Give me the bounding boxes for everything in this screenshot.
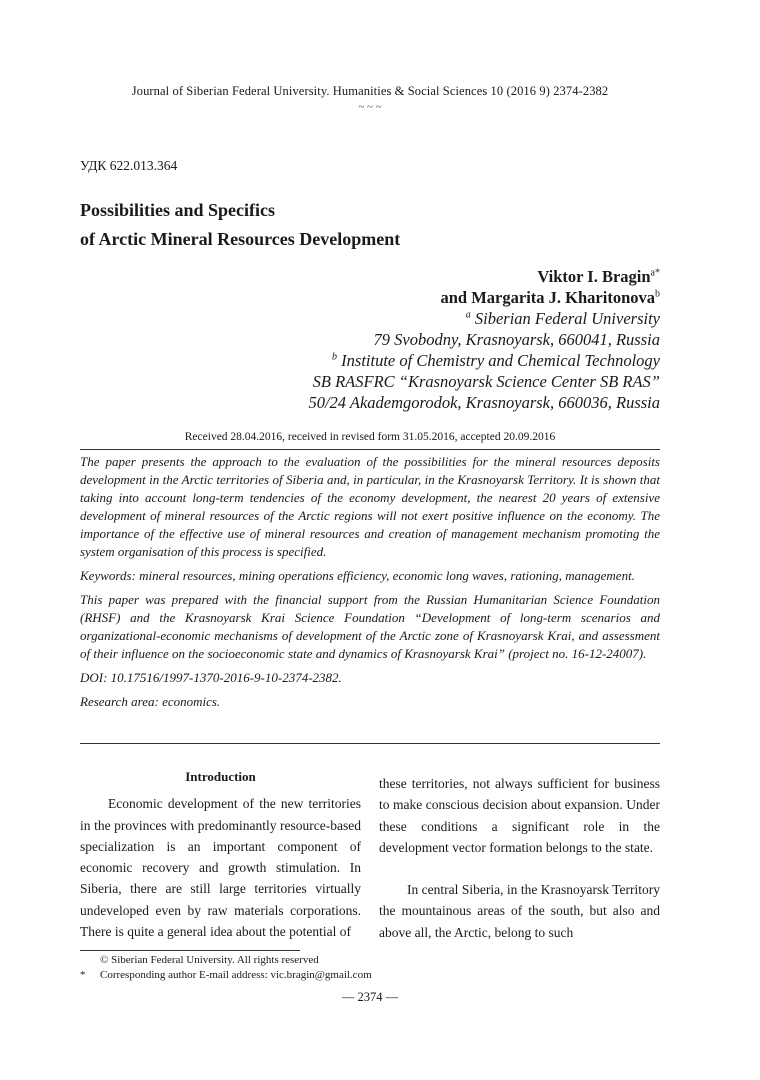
affiliation-a-line-1: $^a$ Siberian Federal University [465, 309, 660, 328]
abstract-block [80, 453, 660, 717]
paper-title [80, 196, 660, 254]
title-line-1: Possibilities and Specifics [80, 200, 276, 220]
author-1-name: Viktor I. Bragin [537, 267, 651, 286]
abstract-summary: The paper presents the approach to the evaluation of the possibilities for the mineral resources deposits development in the Arctic territories of Siberia and, in particular, in the Krasnoyarsk Territory. It is shown that taking into account long-term tendencies of the economy development, the nearest 20 years of extensive development of mineral resources of the Arctic regions will not exert positive influence on the economy. The importance of the effective use of mineral resources and creation of management mechanism promoting the system organisation of this process is specified. [80, 454, 660, 559]
body-paragraph: these territories, not always sufficient for business to make conscious decision about expansion. Under these conditions a significant role in the development vector formation belongs to the state. [379, 776, 660, 855]
abstract-research-area: Research area: economics. [80, 694, 221, 709]
abstract-keywords: Keywords: mineral resources, mining operations efficiency, economic long waves, rationing, management. [80, 568, 635, 583]
footnote-corresponding [80, 968, 660, 983]
affiliation-a-line-2: 79 Svobodny, Krasnoyarsk, 660041, Russia [373, 330, 660, 349]
body-column-left [80, 766, 361, 942]
abstract-doi: DOI: 10.17516/1997-1370-2016-9-10-2374-2382. [80, 670, 342, 685]
affiliation-b-line-1: $^b$ Institute of Chemistry and Chemical Technology [332, 351, 660, 370]
author-1-sup: a* [650, 267, 660, 279]
author-1 [140, 266, 660, 287]
footnotes [80, 953, 660, 982]
abstract-funding: This paper was prepared with the financial support from the Russian Humanitarian Science Foundation (RHSF) and the Krasnoyarsk Krai Science Foundation “Development of long-term scenarios and organizational-economic mechanisms of development of the Arctic zone of Krasnoyarsk Krai, and assessment of their influence on the socioeconomic state and dynamics of Krasnoyarsk Krai” (project no. 16-12-24007). [80, 592, 660, 661]
footnote-rule [80, 950, 300, 951]
affiliation-b-line-2: SB RASFRC “Krasnoyarsk Science Center SB RAS” [312, 372, 660, 391]
authors-block [140, 266, 660, 413]
journal-header: Journal of Siberian Federal University. Humanities & Social Sciences 10 (2016 9) 2374-2382 [131, 84, 609, 98]
author-2 [140, 287, 660, 308]
header-ornament: ~ ~ ~ [358, 101, 382, 113]
body-paragraph: In central Siberia, in the Krasnoyarsk Territory the mountainous areas of the south, but also and above all, the Arctic, belong to such [379, 882, 660, 940]
body-paragraph: Economic development of the new territories in the provinces with predominantly resource-based specialization is an important component of economic recovery and growth stimulation. In Siberia, there are still large territories virtually undeveloped even by raw materials corporations. There is quite a general idea about the potential of [80, 796, 361, 940]
author-2-sup: b [655, 288, 660, 300]
affiliation-a-mark: a [465, 309, 471, 321]
received-dates: Received 28.04.2016, received in revised form 31.05.2016, accepted 20.09.2016 [184, 431, 556, 443]
corresponding-email: Corresponding author E-mail address: vic.bragin@gmail.com [100, 968, 372, 981]
abstract-bottom-rule [80, 743, 660, 744]
affiliation-b-line-3: 50/24 Akademgorodok, Krasnoyarsk, 660036, Russia [308, 393, 660, 412]
section-heading-introduction: Introduction [185, 769, 256, 784]
footnote-copyright: © Siberian Federal University. All rights reserved [100, 954, 319, 966]
affiliation-b-mark: b [332, 351, 338, 363]
abstract-top-rule [80, 449, 660, 450]
udk-code: УДК 622.013.364 [80, 158, 178, 173]
title-line-2: of Arctic Mineral Resources Development [80, 229, 401, 249]
footnote-mark: * [80, 968, 86, 981]
page-number: — 2374 — [341, 990, 399, 1004]
body-column-right [379, 773, 660, 943]
author-2-name: and Margarita J. Kharitonova [440, 288, 655, 307]
